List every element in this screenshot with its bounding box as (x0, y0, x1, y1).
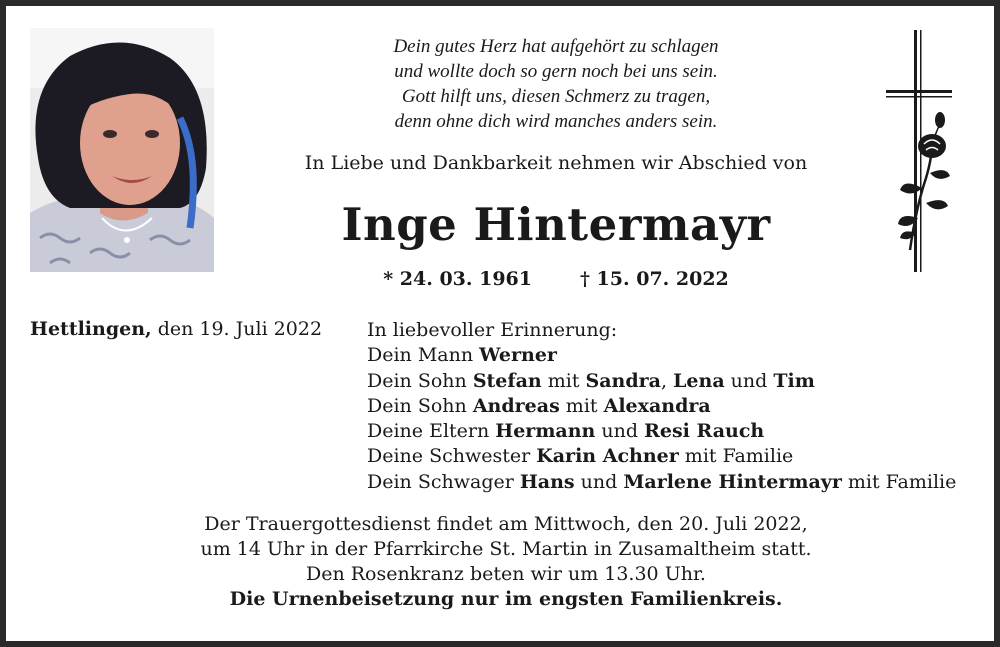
deceased-name: Inge Hintermayr (341, 198, 771, 251)
poem-line: Gott hilft uns, diesen Schmerz zu tragen, (401, 86, 711, 107)
mourner-name: Alexandra (603, 394, 711, 417)
mourner-name: Hans (519, 470, 575, 493)
connector-text: mit (541, 369, 586, 392)
list-item (367, 470, 956, 495)
connector-text: mit (559, 394, 604, 417)
list-item (367, 444, 956, 469)
mourners-heading: In liebevoller Erinnerung: (367, 319, 618, 341)
place-name: Hettlingen, (30, 318, 152, 340)
relation-text: Dein Sohn (367, 394, 473, 417)
connector-text: und (574, 470, 624, 493)
service-line: um 14 Uhr in der Pfarrkirche St. Martin in Zusamaltheim statt. (200, 538, 812, 560)
service-info (106, 512, 906, 612)
portrait-photo (30, 28, 214, 272)
relation-text: Dein Sohn (367, 369, 473, 392)
relation-text: Dein Schwager (367, 470, 520, 493)
notice-date: den 19. Juli 2022 (151, 318, 323, 340)
relation-text: Dein Mann (367, 344, 480, 367)
mourner-name: Marlene Hintermayr (623, 470, 842, 493)
birth-date: * 24. 03. 1961 (383, 268, 532, 290)
life-dates (256, 268, 856, 290)
poem-line: und wollte doch so gern noch bei uns sein. (394, 61, 718, 82)
mourner-name: Karin Achner (536, 445, 679, 468)
connector-text: mit Familie (678, 445, 794, 468)
poem-line: Dein gutes Herz hat aufgehört zu schlagen (393, 36, 719, 57)
mourners-list (367, 318, 956, 495)
mourner-name: Tim (773, 369, 815, 392)
connector-text: und (595, 420, 645, 443)
list-item (367, 394, 956, 419)
mourner-name: Lena (673, 369, 725, 392)
mourner-name: Hermann (495, 420, 596, 443)
list-item (367, 369, 956, 394)
death-date: † 15. 07. 2022 (580, 268, 729, 290)
poem-line: denn ohne dich wird manches anders sein. (394, 111, 718, 132)
service-line: Den Rosenkranz beten wir um 13.30 Uhr. (306, 563, 706, 585)
obituary-notice (6, 6, 994, 641)
mourner-name: Sandra (585, 369, 661, 392)
mourner-name: Resi Rauch (644, 420, 765, 443)
connector-text: mit Familie (841, 470, 957, 493)
place-and-date (30, 318, 322, 340)
list-item (367, 343, 956, 368)
cross-rose-icon (882, 28, 956, 274)
connector-text: , (660, 369, 674, 392)
memorial-poem (296, 34, 816, 134)
relation-text: Deine Eltern (367, 420, 496, 443)
service-line: Der Trauergottesdienst findet am Mittwoch, den 20. Juli 2022, (204, 513, 808, 535)
relation-text: Deine Schwester (367, 445, 537, 468)
mourner-name: Stefan (472, 369, 542, 392)
mourner-name: Andreas (472, 394, 560, 417)
connector-text: und (724, 369, 774, 392)
list-item (367, 419, 956, 444)
farewell-intro: In Liebe und Dankbarkeit nehmen wir Abschied von (304, 152, 808, 174)
burial-note: Die Urnenbeisetzung nur im engsten Familienkreis. (229, 588, 783, 610)
mourner-name: Werner (479, 344, 557, 367)
